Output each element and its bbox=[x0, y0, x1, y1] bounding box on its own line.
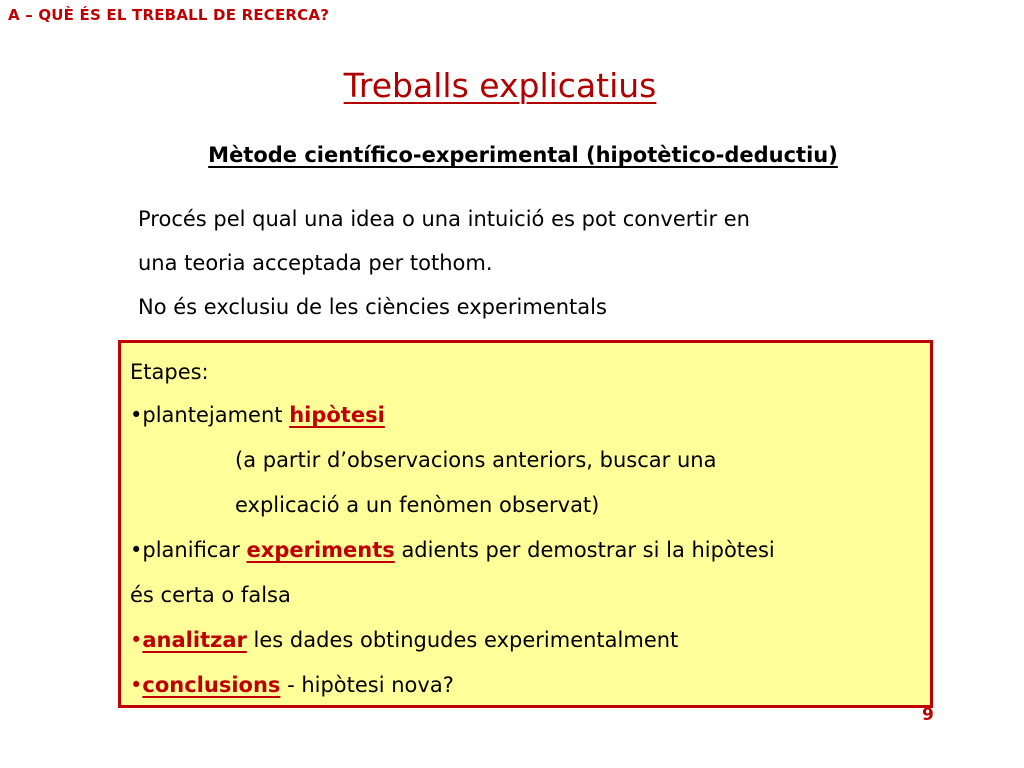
stages-heading: Etapes: bbox=[130, 360, 209, 384]
keyword-hipotesi: hipòtesi bbox=[289, 403, 385, 427]
stage-text: - hipòtesi nova? bbox=[280, 673, 454, 697]
stage-text: planificar bbox=[142, 538, 247, 562]
intro-line: No és exclusiu de les ciències experimentals bbox=[138, 295, 607, 319]
section-header: A – QUÈ ÉS EL TREBALL DE RECERCA? bbox=[8, 6, 330, 24]
slide-subtitle: Mètode científico-experimental (hipotètico-deductiu) bbox=[208, 143, 838, 167]
stage-text: adients per demostrar si la hipòtesi bbox=[394, 538, 775, 562]
keyword-conclusions: conclusions bbox=[142, 673, 281, 697]
page-number: 9 bbox=[922, 705, 934, 725]
stage-subtext: (a partir d’observacions anteriors, buscar una bbox=[235, 448, 717, 472]
intro-line: Procés pel qual una idea o una intuició es pot convertir en bbox=[138, 207, 750, 231]
stage-item-conclusions bbox=[130, 663, 930, 708]
stage-continuation: és certa o falsa bbox=[130, 583, 291, 607]
keyword-experiments: experiments bbox=[246, 538, 395, 562]
stage-subtext: explicació a un fenòmen observat) bbox=[235, 493, 600, 517]
stage-text: plantejament bbox=[142, 403, 290, 427]
bullet-icon: • bbox=[130, 628, 143, 652]
stage-item-analyze bbox=[130, 618, 930, 663]
slide-title: Treballs explicatius bbox=[343, 66, 657, 105]
intro-line: una teoria acceptada per tothom. bbox=[138, 251, 493, 275]
keyword-analitzar: analitzar bbox=[142, 628, 247, 652]
stage-item-hypothesis bbox=[130, 393, 930, 438]
stages-box bbox=[118, 340, 933, 708]
intro-paragraph bbox=[138, 197, 928, 329]
bullet-icon: • bbox=[130, 403, 143, 427]
bullet-icon: • bbox=[130, 538, 143, 562]
bullet-icon: • bbox=[130, 673, 143, 697]
stage-text: les dades obtingudes experimentalment bbox=[246, 628, 679, 652]
stage-item-experiments bbox=[130, 528, 930, 573]
